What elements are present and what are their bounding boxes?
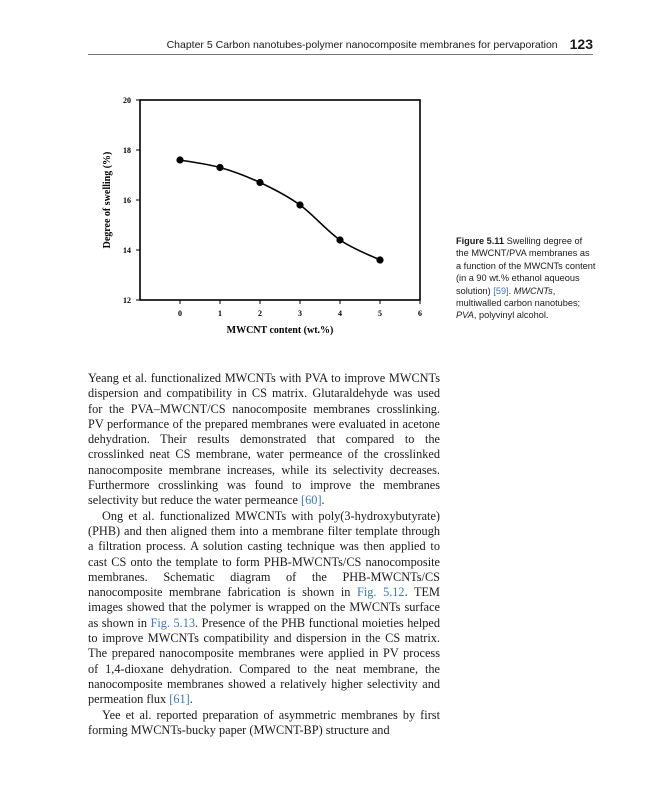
page-header — [88, 34, 593, 55]
caption-text: , polyvinyl alcohol. — [473, 310, 549, 321]
caption-ref-link[interactable]: [59] — [493, 285, 509, 296]
citation-link[interactable]: [60] — [301, 493, 322, 508]
paragraph-1 — [88, 371, 440, 509]
citation-link[interactable]: [61] — [169, 692, 190, 707]
paragraph-text: Yeang et al. functionalized MWCNTs with PVA to improve MWCNTs dispersion and compatibility in CS matrix. Glutaraldehyde was used for the PVA–MWCNT/CS nanocomposite membranes crosslinking. PV performance of the prepared membranes were evaluated in acetone dehydration. Their results demonstrated that compared to the crosslinked neat CS membrane, water permeance of the crosslinked nanocomposite membrane increases, while its selectivity decreases. Furthermore crosslinking was found to improve the membranes selectivity but reduce the water permeance — [88, 371, 440, 508]
chart-svg — [95, 92, 445, 342]
caption-abbr: MWCNTs — [513, 285, 553, 296]
caption-text: , multiwalled carbon nanotubes; — [456, 285, 581, 309]
page-number: 123 — [569, 36, 593, 52]
figure-caption — [456, 235, 596, 322]
data-point — [296, 201, 303, 208]
x-tick-label: 5 — [378, 309, 382, 318]
x-tick-label: 1 — [218, 309, 222, 318]
paragraph-text: . — [189, 692, 193, 707]
paragraph-text: . TEM images showed that the polymer is wrapped on the MWCNTs surface as shown in — [88, 585, 440, 630]
chapter-title: Chapter 5 Carbon nanotubes-polymer nanocomposite membranes for pervaporation — [166, 39, 558, 51]
y-tick-label: 18 — [123, 146, 131, 155]
figure-label: Figure 5.11 — [456, 236, 505, 246]
data-point — [176, 156, 183, 163]
plot-frame — [140, 100, 420, 300]
paragraph-text: . — [321, 493, 325, 508]
paragraph-3 — [88, 708, 440, 739]
series-line — [180, 160, 380, 260]
caption-abbr: PVA — [456, 310, 474, 321]
x-axis-label: MWCNT content (wt.%) — [226, 325, 334, 336]
caption-text: . — [508, 285, 512, 296]
caption-text: Swelling degree of the MWCNT/PVA membranes as a function of the MWCNTs content (in a 90 wt.% ethanol aqueous solution) — [456, 236, 596, 296]
data-point — [336, 236, 343, 243]
paragraph-text: Yee et al. reported preparation of asymmetric membranes by first forming MWCNTs-bucky paper (MWCNT-BP) structure and — [88, 707, 440, 737]
figure-link[interactable]: Fig. 5.13 — [150, 615, 196, 630]
y-tick-label: 16 — [123, 196, 131, 205]
body-text — [88, 371, 440, 738]
x-tick-label: 6 — [418, 309, 422, 318]
y-tick-label: 20 — [123, 96, 131, 105]
x-tick-label: 2 — [258, 309, 262, 318]
y-tick-label: 12 — [123, 296, 131, 305]
data-point — [216, 164, 223, 171]
swelling-chart — [95, 92, 445, 342]
y-tick-label: 14 — [123, 246, 131, 255]
y-axis-label: Degree of swelling (%) — [102, 151, 113, 249]
paragraph-text: . Presence of the PHB functional moieties helped to improve MWCNTs compatibility and dispersion in the CS matrix. The prepared nanocomposite membranes were applied in PV process of 1,4-dioxane dehydration. Compared to the neat membrane, the nanocomposite membranes showed a relatively higher selectivity and permeation flux — [88, 615, 440, 707]
x-tick-label: 4 — [338, 309, 342, 318]
x-tick-label: 3 — [298, 309, 302, 318]
data-point — [256, 179, 263, 186]
paragraph-text: Ong et al. functionalized MWCNTs with poly(3-hydroxybutyrate) (PHB) and then aligned them into a membrane filter template through a filtration process. A solution casting technique was then applied to cast CS onto the template to form PHB-MWCNTs/CS nanocomposite membranes. Schematic diagram of the PHB-MWCNTs/CS nanocomposite membrane fabrication is shown in — [88, 508, 440, 600]
x-tick-label: 0 — [178, 309, 182, 318]
figure-link[interactable]: Fig. 5.12 — [357, 585, 405, 600]
paragraph-2 — [88, 509, 440, 708]
data-point — [376, 256, 383, 263]
